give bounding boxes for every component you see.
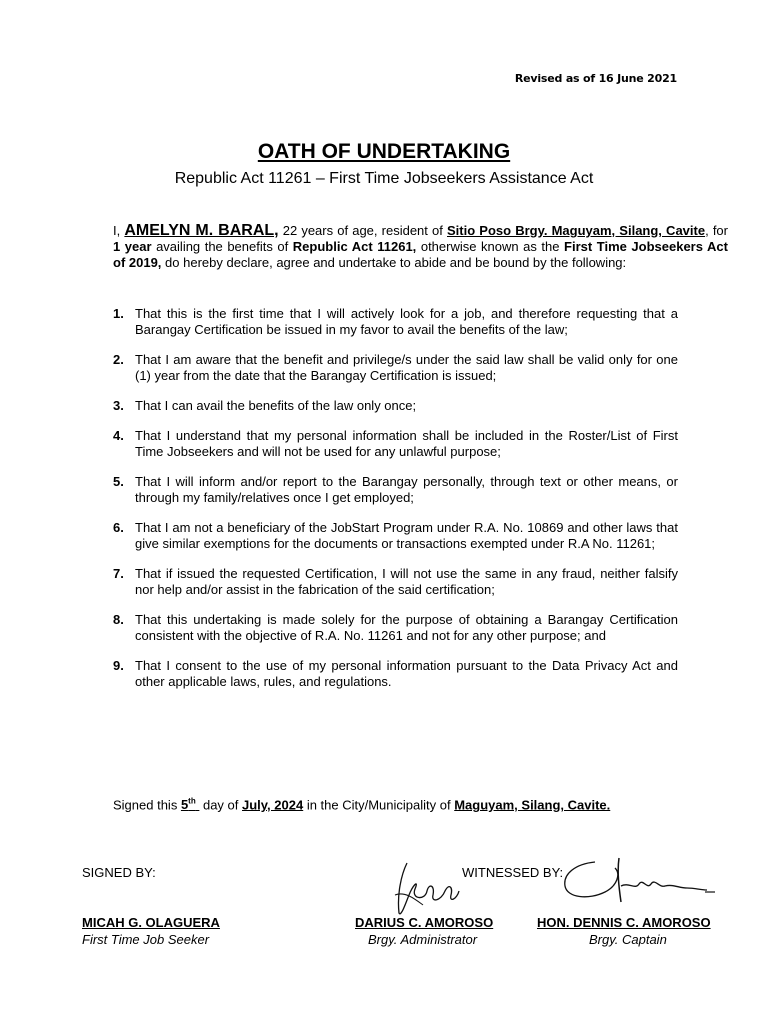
witnessed-by-label: WITNESSED BY: [462,865,564,880]
undertaking-item [113,612,678,644]
item-text: That I consent to the use of my personal information pursuant to the Data Privacy Act and other applicable laws, rules, and regulations. [135,658,678,689]
document-subtitle: Republic Act 11261 – First Time Jobseekers Assistance Act [174,170,594,187]
administrator-name: DARIUS C. AMOROSO [355,915,494,930]
undertaking-item [113,428,678,460]
intro-paragraph [113,223,728,271]
revision-date: Revised as of 16 June 2021 [514,72,677,85]
undertaking-item [113,306,678,338]
signed-day [181,797,199,812]
signed-day-text: day of [199,797,242,813]
captain-signature [555,852,725,912]
item-text: That I can avail the benefits of the law only once; [135,398,417,413]
item-text: That this undertaking is made solely for the purpose of obtaining a Barangay Certification consistent with the objective of R.A. No. 11261 and not for any other purpose; and [135,612,678,643]
undertaking-item [113,352,678,384]
intro-closing-text: do hereby declare, agree and undertake to abide and be bound by the following: [161,255,627,270]
undertaking-item [113,520,678,552]
document-title: OATH OF UNDERTAKING [257,140,511,163]
item-number: 2. [113,352,124,367]
signed-place-text: in the City/Municipality of [303,797,455,813]
signed-place: Maguyam, Silang, Cavite. [454,797,611,813]
item-number: 8. [113,612,124,627]
applicant-address: Sitio Poso Brgy. Maguyam, Silang, Cavite [447,223,706,238]
item-text: That this is the first time that I will actively look for a job, and therefore requesting that a Barangay Certification be issued in my favor to avail the benefits of the law; [135,306,678,337]
signed-line [113,797,610,812]
undertaking-item [113,566,678,598]
item-text: That I understand that my personal information shall be included in the Roster/List of First Time Jobseekers and will not be used for any unlawful purpose; [135,428,678,459]
applicant-name: AMELYN M. BARAL, [124,222,279,239]
captain-role: Brgy. Captain [589,932,667,947]
captain-name: HON. DENNIS C. AMOROSO [537,915,711,930]
undertaking-list [113,306,678,690]
undertaking-item [113,398,678,414]
signed-by-label: SIGNED BY: [82,865,156,880]
item-text: That if issued the requested Certification, I will not use the same in any fraud, neither falsify nor help and/or assist in the fabrication of the said certification; [135,566,678,597]
item-number: 5. [113,474,124,489]
item-number: 3. [113,398,124,413]
undertaking-item [113,474,678,506]
intro-age-text: 22 years of age, resident of [278,223,447,238]
intro-known-text: otherwise known as the [416,239,565,254]
signed-month-year: July, 2024 [242,797,304,813]
signed-day-suffix: th [188,797,196,806]
item-number: 9. [113,658,124,673]
item-text: That I am not a beneficiary of the JobStart Program under R.A. No. 10869 and other laws that give similar exemptions for the documents or transactions exempted under R.A No. 11261; [135,520,678,551]
jobseeker-role: First Time Job Seeker [82,932,210,947]
intro-availing-text: availing the benefits of [151,239,293,254]
undertaking-item [113,658,678,690]
item-text: That I am aware that the benefit and privilege/s under the said law shall be valid only for one (1) year from the date that the Barangay Certification is issued; [135,352,678,383]
signed-prefix: Signed this [113,797,181,813]
item-number: 7. [113,566,124,581]
intro-for-text: , for [705,223,728,238]
act-number: Republic Act 11261, [292,239,417,254]
jobseeker-name: MICAH G. OLAGUERA [82,915,220,930]
item-number: 6. [113,520,124,535]
intro-prefix: I, [113,223,121,238]
duration: 1 year [113,239,152,254]
item-text: That I will inform and/or report to the Barangay personally, through text or other means, or through my family/relatives once I get employed; [135,474,678,505]
signed-day-number: 5 [180,797,189,813]
administrator-role: Brgy. Administrator [368,932,478,947]
item-number: 1. [113,306,124,321]
item-number: 4. [113,428,124,443]
act-name: First Time Jobseekers Act of 2019, [113,239,728,270]
